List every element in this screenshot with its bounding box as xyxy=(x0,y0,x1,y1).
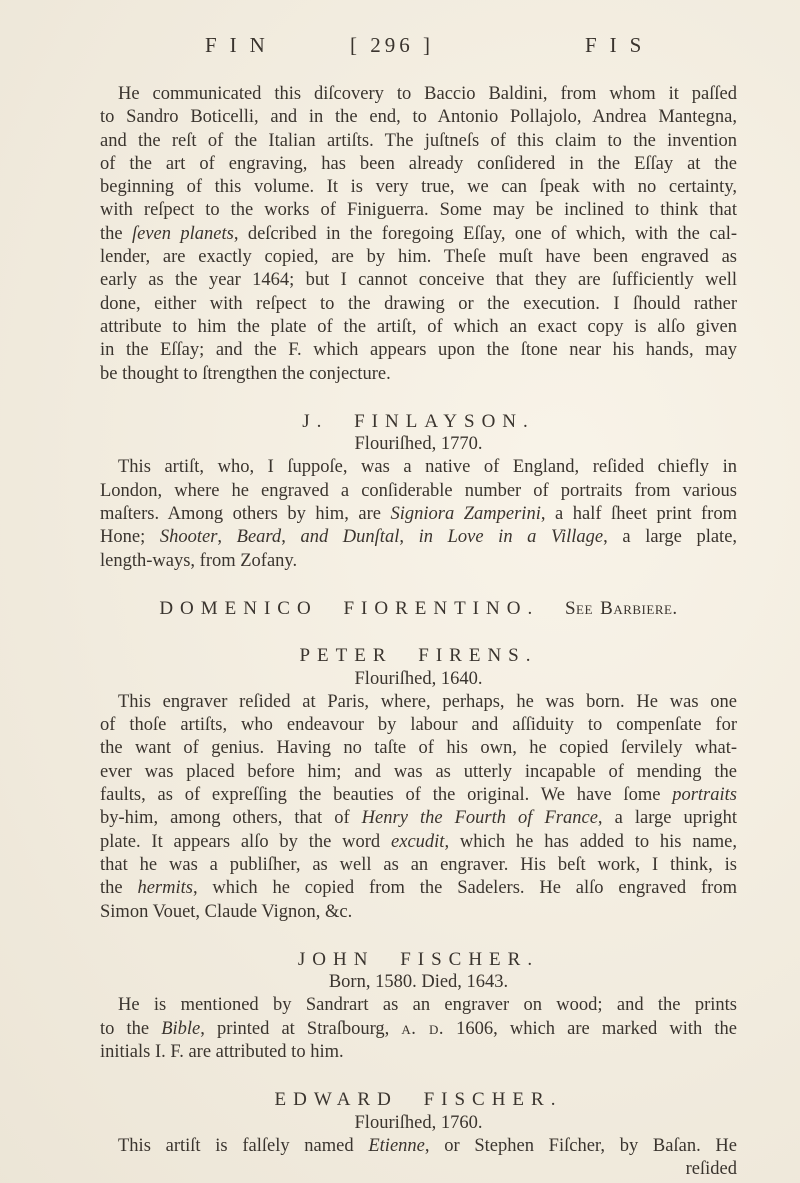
paragraph xyxy=(100,1135,737,1158)
text-run: maſters. Among others by him, are xyxy=(100,504,391,525)
text-run: , printed at Straſbourg, xyxy=(200,1018,402,1039)
entry-dates: Flouriſhed, 1640. xyxy=(354,668,483,689)
text-line: Simon Vouet, Claude Vignon, &c. xyxy=(100,901,353,922)
text-line: lender, are exactly copied, are by him. Theſe muſt have been engraved as xyxy=(100,247,737,268)
text-run: , deſcribed in the foregoing Eſſay, one of which, with the cal- xyxy=(233,223,737,244)
text-run: This artiſt is falſely named xyxy=(118,1135,369,1156)
artist-name: JOHN FISCHER. xyxy=(297,948,540,970)
italic-title: Bible xyxy=(161,1018,201,1039)
text-line xyxy=(100,831,737,854)
text-line xyxy=(100,526,737,549)
text-run: , a large upright xyxy=(597,808,737,829)
text-run: by-him, among others, that of xyxy=(100,808,362,829)
text-run: , which he copied from the Sadelers. He alſo engraved from xyxy=(192,878,737,899)
entry-dates: Born, 1580. Died, 1643. xyxy=(328,972,509,993)
italic-title: Beard xyxy=(236,527,282,548)
text-line: early as the year 1464; but I cannot conceive that they are ſufficiently well xyxy=(100,270,737,291)
text-run: , a half ſheet print from xyxy=(540,504,737,525)
entry-heading xyxy=(100,644,737,667)
artist-name: DOMENICO FIORENTINO. xyxy=(159,597,565,619)
artist-name: EDWARD FISCHER. xyxy=(274,1089,563,1111)
text-line xyxy=(100,1135,737,1158)
text-line: beginning of this volume. It is very true, we can ſpeak with no certainty, xyxy=(100,177,737,198)
text-run: Hone; xyxy=(100,527,160,548)
entry-heading xyxy=(100,948,737,971)
text-line xyxy=(100,503,737,526)
entry-heading xyxy=(100,1088,737,1111)
text-line: length-ways, from Zofany. xyxy=(100,550,298,571)
paragraph xyxy=(100,994,737,1064)
text-line: He is mentioned by Sandrart as an engraver on wood; and the prints xyxy=(118,995,737,1016)
text-line: done, either with reſpect to the drawing or the execution. I ſhould rather xyxy=(100,293,737,314)
text-line: of the art of engraving, has been already conſidered in the Eſſay at the xyxy=(100,153,737,174)
catchword: reſided xyxy=(685,1159,737,1180)
page-number: [ 296 ] xyxy=(350,33,434,57)
italic-title: Shooter xyxy=(159,527,218,548)
header-right-guideword: FIS xyxy=(585,33,655,57)
paragraph xyxy=(100,83,737,386)
text-line xyxy=(100,1018,737,1041)
text-run: , xyxy=(217,527,237,548)
text-run: the xyxy=(100,878,138,899)
header-left-guideword: FIN xyxy=(205,33,278,57)
text-line: This artiſt, who, I ſuppoſe, was a native of England, reſided chiefly in xyxy=(118,457,737,478)
text-run: to the xyxy=(100,1018,162,1039)
paragraph xyxy=(100,691,737,924)
text-line xyxy=(100,223,737,246)
italic-title: ſeven planets xyxy=(131,223,234,244)
text-line: the want of genius. Having no taſte of his own, he copied ſervilely what- xyxy=(100,738,737,759)
text-line: to Sandro Boticelli, and in the end, to Antonio Pollajolo, Andrea Mantegna, xyxy=(100,107,737,128)
entry-dates: Flouriſhed, 1760. xyxy=(354,1112,483,1133)
text-run: , xyxy=(281,527,301,548)
italic-title: Signiora Zamperini xyxy=(390,504,541,525)
text-line: attribute to him the plate of the artiſt, of which an exact copy is alſo given xyxy=(100,316,737,337)
cross-reference: See Barbiere. xyxy=(564,597,678,619)
text-line: He communicated this diſcovery to Baccio Baldini, from whom it paſſed xyxy=(118,84,737,104)
running-header xyxy=(0,33,800,59)
text-line: that he was a publiſher, as well as an engraver. His beſt work, I think, is xyxy=(100,854,737,875)
entry-heading xyxy=(100,597,737,620)
text-line: with reſpect to the works of Finiguerra. Some may be inclined to think that xyxy=(100,200,737,221)
text-line: initials I. F. are attributed to him. xyxy=(100,1041,344,1062)
text-line xyxy=(100,807,737,830)
text-run: the xyxy=(100,223,132,244)
text-line xyxy=(100,877,737,900)
italic-title: in Love in a Village xyxy=(418,527,604,548)
text-line: London, where he engraved a conſiderable number of portraits from various xyxy=(100,480,737,501)
text-run: 1606, which are marked with the xyxy=(444,1018,737,1039)
text-line: and the reſt of the Italian artiſts. The juſtneſs of this claim to the invention xyxy=(100,130,737,151)
entry-dates: Flouriſhed, 1770. xyxy=(354,434,483,455)
entry-heading xyxy=(100,410,737,433)
text-run: , xyxy=(399,527,419,548)
artist-name: PETER FIRENS. xyxy=(299,645,538,667)
italic-title: excudit xyxy=(391,831,445,852)
artist-name: J. FINLAYSON. xyxy=(302,410,535,432)
text-run: faults, as of expreſſing the beauties of the original. We have ſome xyxy=(100,785,673,806)
text-run: , a large plate, xyxy=(603,527,738,548)
italic-title: hermits xyxy=(137,878,193,899)
italic-title: Henry the Fourth of France xyxy=(361,808,598,829)
text-run: , or Stephen Fiſcher, by Baſan. He xyxy=(424,1135,737,1156)
text-line: in the Eſſay; and the F. which appears upon the ſtone near his hands, may xyxy=(100,340,737,361)
text-run: plate. It appears alſo by the word xyxy=(100,831,392,852)
text-line: of thoſe artiſts, who endeavour by labour and aſſiduity to compenſate for xyxy=(100,715,737,736)
italic-title: and Dunſtal xyxy=(300,527,400,548)
text-line: This engraver reſided at Paris, where, perhaps, he was born. He was one xyxy=(118,691,737,712)
italic-title: portraits xyxy=(672,785,737,806)
paragraph xyxy=(100,456,737,572)
text-run: , which he has added to his name, xyxy=(444,831,738,852)
small-caps-text: a. d. xyxy=(401,1018,445,1039)
page-body xyxy=(100,83,737,1181)
text-line: be thought to ſtrengthen the conjecture. xyxy=(100,363,391,384)
italic-title: Etienne xyxy=(368,1135,425,1156)
text-line xyxy=(100,784,737,807)
text-line: ever was placed before him; and was as utterly incapable of mending the xyxy=(100,761,737,782)
